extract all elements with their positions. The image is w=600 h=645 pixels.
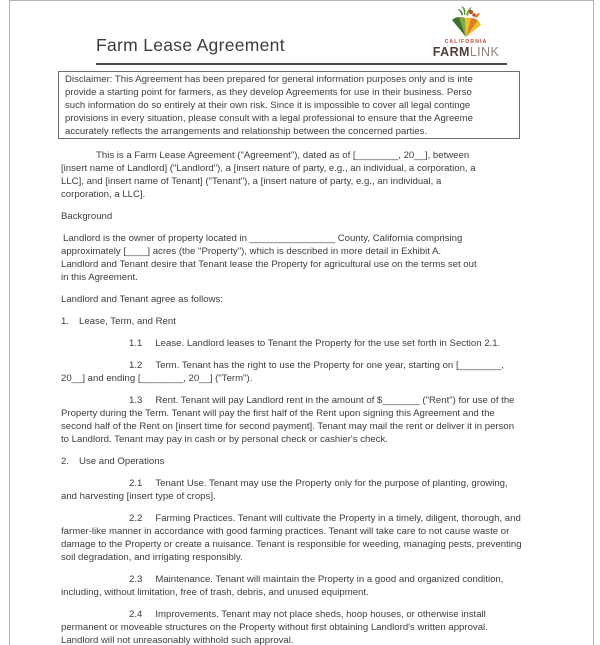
subsection-number: 2.2: [129, 513, 143, 524]
subsection-text: Lease. Landlord leases to Tenant the Property for the use set forth in Section 2.1.: [155, 338, 501, 349]
disclaimer-line: provide a starting point for farmers, as they develop Agreements for use in their business. Perso: [65, 86, 472, 98]
section-number: 1.: [61, 316, 70, 327]
subsection-text: Tenant Use. Tenant may use the Property only for the purpose of planting, growing, and harvesting [insert type of crops].: [61, 478, 508, 502]
subsection-number: 2.3: [129, 574, 143, 585]
subsection-paragraph: [61, 477, 523, 503]
disclaimer-line: accurately reflects the arrangements and relationship between the concerned parties.: [65, 125, 428, 137]
disclaimer-box: [58, 71, 520, 139]
page-title: Farm Lease Agreement: [96, 35, 285, 55]
section-title: Lease, Term, and Rent: [79, 316, 176, 327]
california-farmlink-logo: [418, 6, 514, 59]
section-title: Use and Operations: [79, 456, 165, 467]
subsection-paragraph: [61, 608, 523, 645]
agreement-body: [61, 149, 523, 645]
subsection-paragraph: [61, 337, 523, 350]
subsection-number: 2.4: [129, 609, 143, 620]
document-page: [9, 0, 594, 645]
title-divider: [96, 63, 507, 65]
subsection-text: Maintenance. Tenant will maintain the Property in a good and organized condition, including, without limitation, free of trash, debris, and unused equipment.: [61, 574, 504, 598]
subsection-number: 1.1: [129, 338, 143, 349]
farm-fields-icon: [418, 6, 514, 38]
subsection-paragraph: [61, 359, 523, 385]
subsection-paragraph: [61, 573, 523, 599]
logo-farm-text: FARM: [432, 45, 470, 59]
section-heading: [61, 455, 523, 468]
subsection-paragraph: [61, 512, 523, 564]
subsection-paragraph: [61, 394, 523, 446]
subsection-text: Term. Tenant has the right to use the Property for one year, starting on [________, 20__] and ending [________, 20__] ("Term").: [61, 360, 504, 384]
disclaimer-line: provisions in every situation, please consult with a legal professional to ensure that the Agreeme: [65, 112, 473, 124]
subsection-number: 1.2: [129, 360, 143, 371]
section-heading: [61, 315, 523, 328]
agreement-lead-in: Landlord and Tenant agree as follows:: [61, 294, 223, 305]
disclaimer-line: such information do so entirely at their own risk. Since it is impossible to cover all legal continge: [65, 99, 471, 111]
subsection-number: 1.3: [129, 395, 143, 406]
disclaimer-line: Disclaimer: This Agreement has been prepared for general information purposes only and is inte: [65, 74, 473, 85]
logo-wordmark: [418, 45, 514, 59]
logo-link-text: LINK: [469, 45, 500, 59]
background-heading: Background: [61, 211, 113, 222]
logo-state-label: CALIFORNIA: [444, 39, 488, 45]
section-number: 2.: [61, 456, 70, 467]
subsection-text: Farming Practices. Tenant will cultivate the Property in a timely, diligent, thorough, and farmer-like manner in accordance with good farming practices. Tenant will take care to not cause waste or damage to the Property or create a nuisance. Tenant is responsible for weeding, managing pests, preventing soil degradation, and irrigating responsibly.: [61, 513, 522, 563]
subsection-text: Improvements. Tenant may not place sheds, hoop houses, or otherwise install permanent or moveable structures on the Property without first obtaining Landlord's written approval. Landlord will not unreasonably withhold such approval.: [61, 609, 488, 645]
background-paragraph: Landlord is the owner of property located in ________________ County, California comprising approximately [____] acres (the "Property"), which is described in more detail in Exhibit A. Landlord and Tenant desire that Tenant lease the Property for agricultural use on the terms set out in this Agreement.: [61, 233, 477, 283]
intro-paragraph: This is a Farm Lease Agreement ("Agreement"), dated as of [________, 20__], between [insert name of Landlord] ("Landlord"), a [insert nature of party, e.g., an individual, a corporation, a LLC], and [insert name of Tenant] ("Tenant"), a [insert nature of party, e.g., an individual, a corporation, a LLC].: [61, 150, 476, 200]
subsection-number: 2.1: [129, 478, 143, 489]
subsection-text: Rent. Tenant will pay Landlord rent in the amount of $_______ ("Rent") for use of the Property during the Term. Tenant will pay the first half of the Rent upon signing this Agreement and the second half of the Rent on [insert time for second payment]. Tenant may mail the rent or deliver it in person to Landlord. Tenant may pay in cash or by personal check or cashier's check.: [61, 395, 515, 445]
